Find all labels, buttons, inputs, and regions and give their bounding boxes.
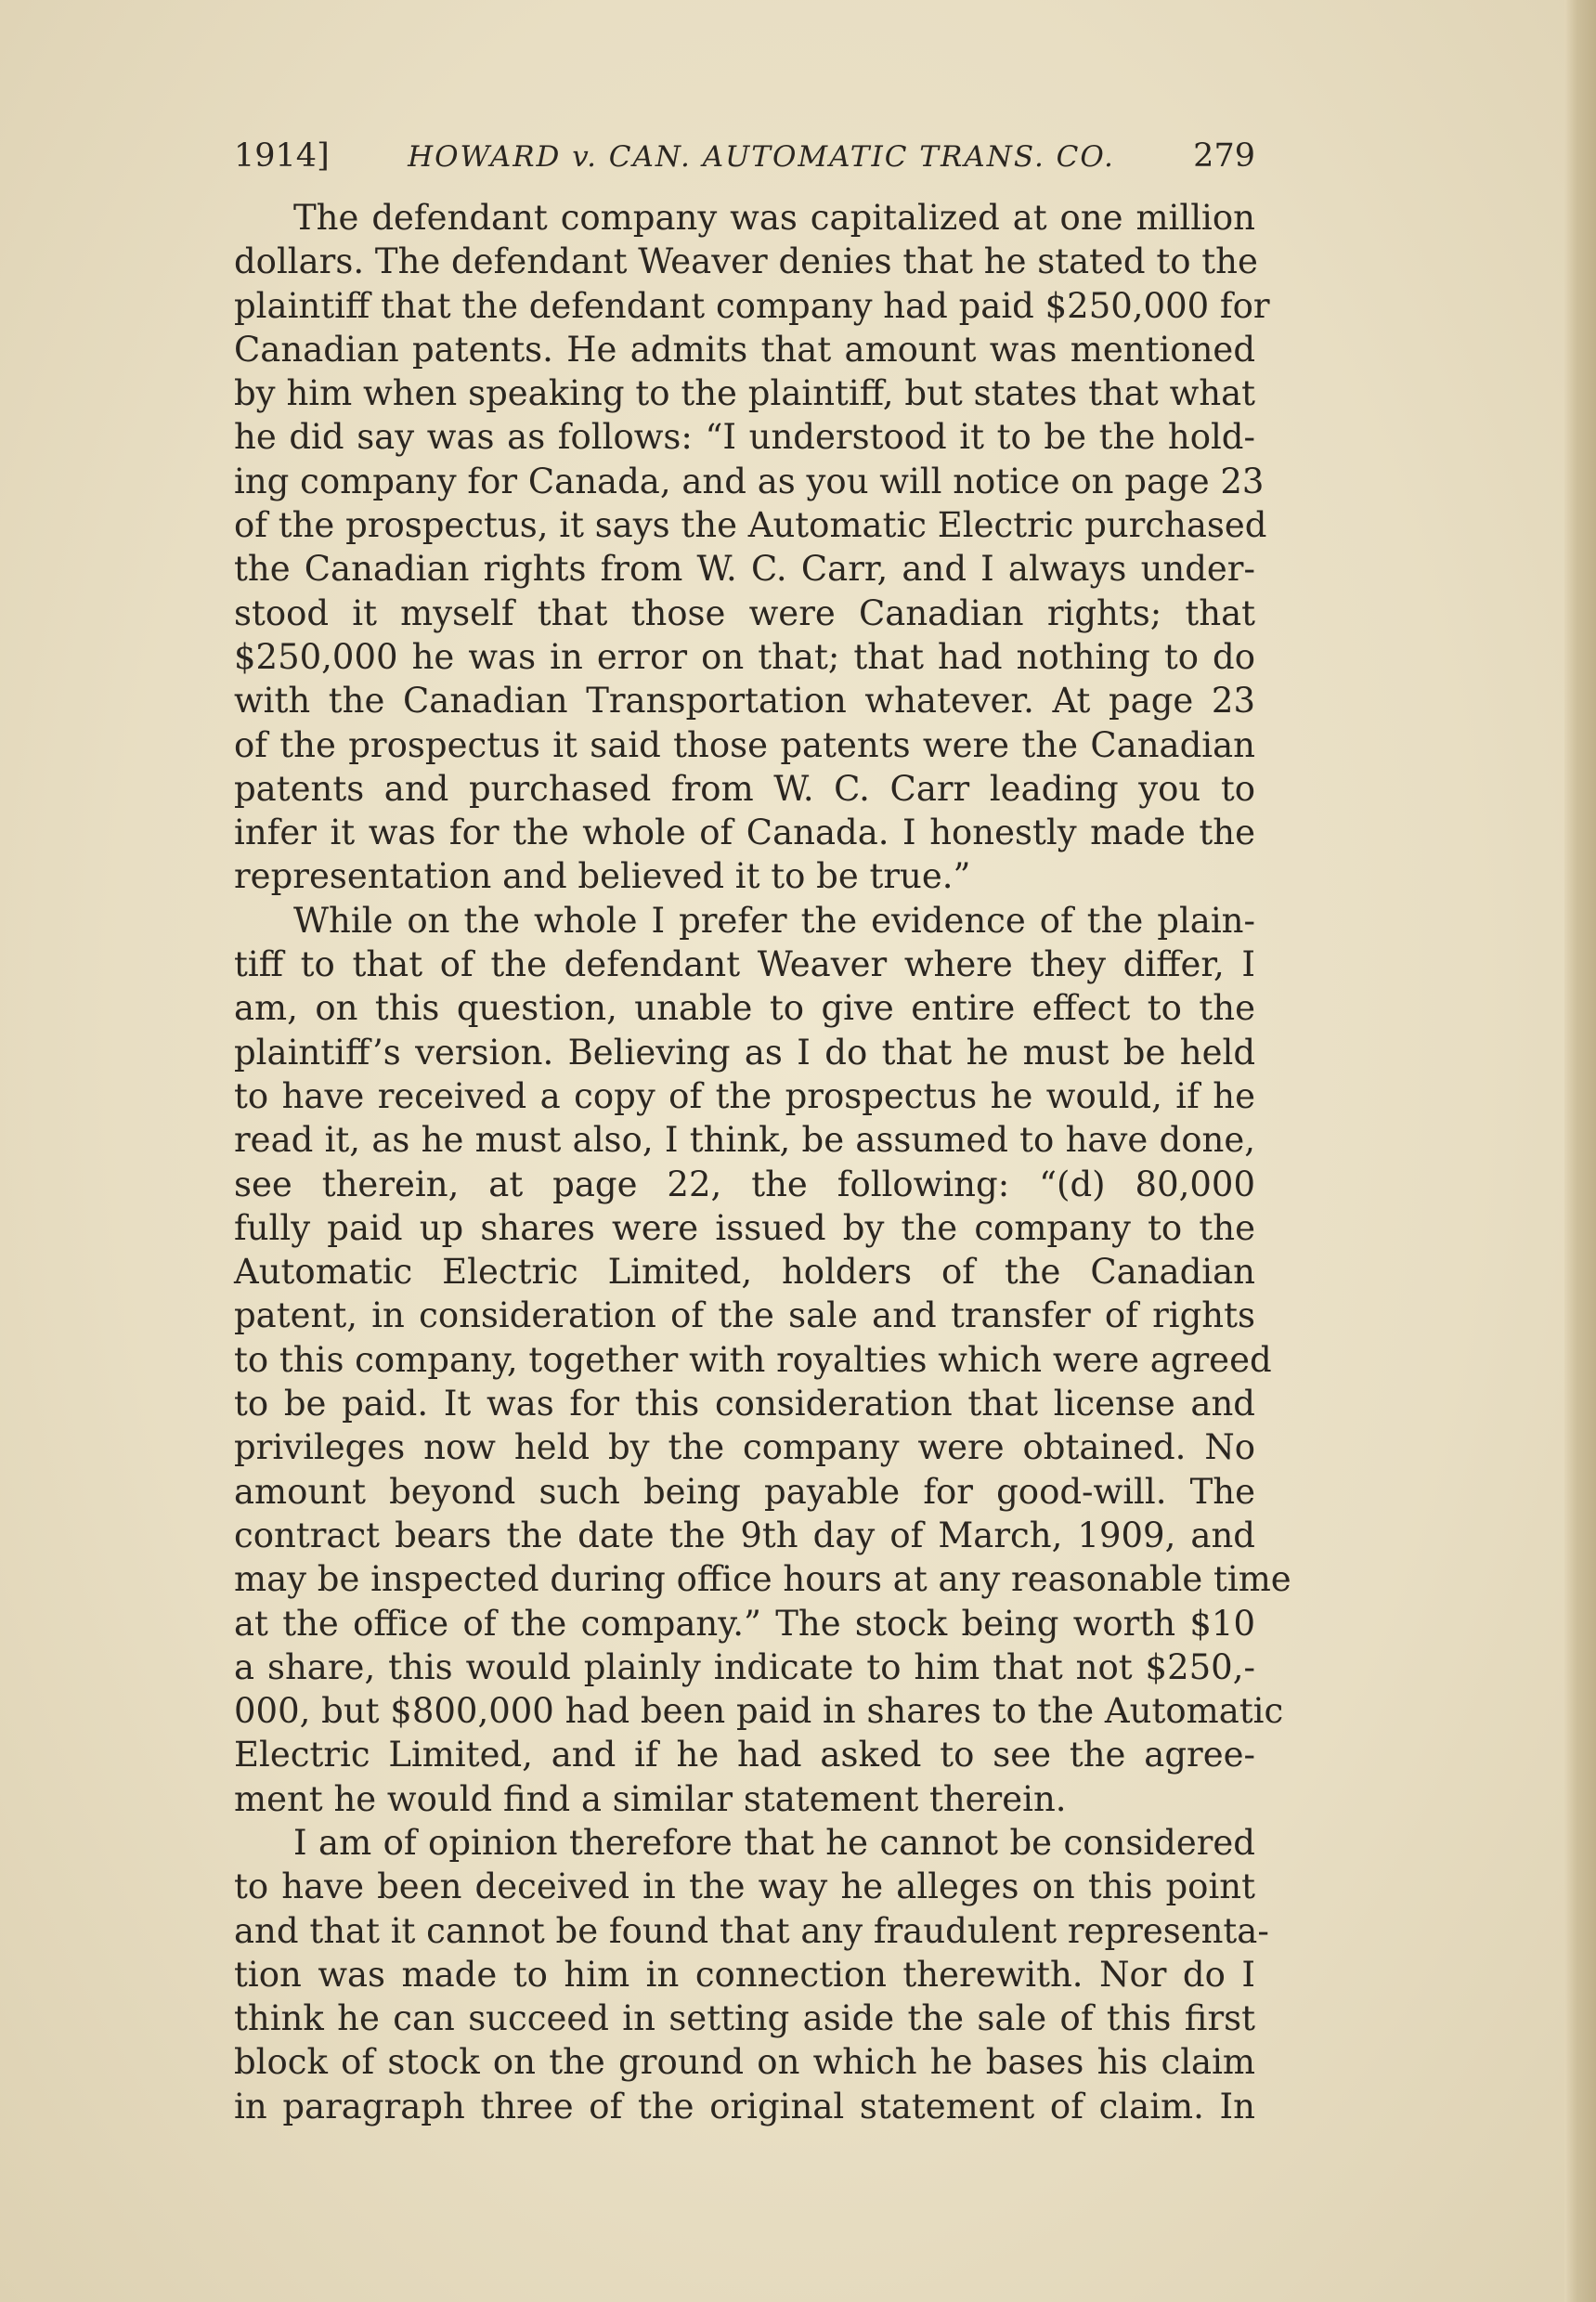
- text-line: contract bears the date the 9th day of March, 1909, and: [234, 1515, 1255, 1555]
- page-number: 279: [1193, 137, 1255, 175]
- text-line: read it, as he must also, I think, be assumed to have done,: [234, 1120, 1255, 1161]
- text-line: ment he would find a similar statement therein.: [234, 1778, 1067, 1819]
- text-line: While on the whole I prefer the evidence of the plain-: [293, 900, 1255, 941]
- header-title: HOWARD v. CAN. AUTOMATIC TRANS. CO.: [408, 140, 1115, 174]
- paragraph-3: [234, 1821, 1269, 2128]
- text-line: of the prospectus, it says the Automatic Electric purchased: [234, 505, 1267, 546]
- text-line: plaintiff that the defendant company had paid $250,000 for: [234, 285, 1270, 326]
- text-line: Automatic Electric Limited, holders of the Canadian: [234, 1252, 1255, 1293]
- text-line: amount beyond such being payable for good-will. The: [234, 1471, 1255, 1512]
- text-line: and that it cannot be found that any fraudulent representa-: [234, 1910, 1269, 1951]
- text-line: to be paid. It was for this consideration that license and: [234, 1384, 1255, 1424]
- text-line: at the office of the company.” The stock being worth $10: [234, 1603, 1255, 1644]
- text-line: to have been deceived in the way he alleges on this point: [234, 1866, 1255, 1907]
- running-head: [234, 128, 1255, 185]
- text-line: plaintiff’s version. Believing as I do that he must be held: [234, 1032, 1255, 1073]
- text-line: see therein, at page 22, the following: “(d) 80,000: [234, 1164, 1255, 1204]
- text-line: I am of opinion therefore that he cannot be considered: [293, 1822, 1255, 1863]
- text-line: patents and purchased from W. C. Carr leading you to: [234, 768, 1255, 809]
- text-line: Canadian patents. He admits that amount was mentioned: [234, 329, 1255, 370]
- text-line: to this company, together with royalties which were agreed: [234, 1339, 1272, 1380]
- text-line: with the Canadian Transportation whatever. At page 23: [234, 681, 1255, 722]
- text-line: 000, but $800,000 had been paid in shares to the Automatic: [234, 1691, 1284, 1732]
- text-line: he did say was as follows: “I understood it to be the hold-: [234, 417, 1255, 458]
- text-line: dollars. The defendant Weaver denies that he stated to the: [234, 241, 1258, 282]
- text-line: think he can succeed in setting aside the sale of this first: [234, 1998, 1255, 2039]
- text-line: by him when speaking to the plaintiff, but states that what: [234, 373, 1255, 414]
- text-line: $250,000 he was in error on that; that had nothing to do: [234, 636, 1255, 677]
- text-line: privileges now held by the company were obtained. No: [234, 1427, 1255, 1468]
- text-line: of the prospectus it said those patents were the Canadian: [234, 724, 1255, 765]
- page-edge-shadow: [1564, 0, 1596, 2302]
- text-line: stood it myself that those were Canadian rights; that: [234, 592, 1255, 633]
- text-line: may be inspected during office hours at any reasonable time: [234, 1559, 1291, 1600]
- paragraph-1: [234, 196, 1270, 899]
- text-line: The defendant company was capitalized at one million: [293, 198, 1255, 238]
- paragraph-2: [234, 899, 1291, 1821]
- text-line: representation and believed it to be true.”: [234, 856, 971, 897]
- text-block: [234, 128, 1291, 2128]
- text-line: in paragraph three of the original statement of claim. In: [234, 2086, 1255, 2126]
- text-line: am, on this question, unable to give entire effect to the: [234, 988, 1255, 1029]
- text-line: a share, this would plainly indicate to him that not $250,-: [234, 1646, 1255, 1687]
- text-line: to have received a copy of the prospectus he would, if he: [234, 1075, 1255, 1116]
- text-line: ing company for Canada, and as you will notice on page 23: [234, 461, 1265, 501]
- text-line: patent, in consideration of the sale and transfer of rights: [234, 1295, 1255, 1336]
- text-line: tiff to that of the defendant Weaver where they differ, I: [234, 944, 1255, 985]
- text-line: tion was made to him in connection therewith. Nor do I: [234, 1954, 1255, 1995]
- text-line: the Canadian rights from W. C. Carr, and I always under-: [234, 549, 1255, 590]
- text-line: fully paid up shares were issued by the company to the: [234, 1207, 1255, 1248]
- header-year: 1914]: [234, 137, 330, 175]
- text-line: Electric Limited, and if he had asked to see the agree-: [234, 1735, 1255, 1775]
- text-line: infer it was for the whole of Canada. I honestly made the: [234, 813, 1255, 853]
- text-line: block of stock on the ground on which he bases his claim: [234, 2042, 1255, 2083]
